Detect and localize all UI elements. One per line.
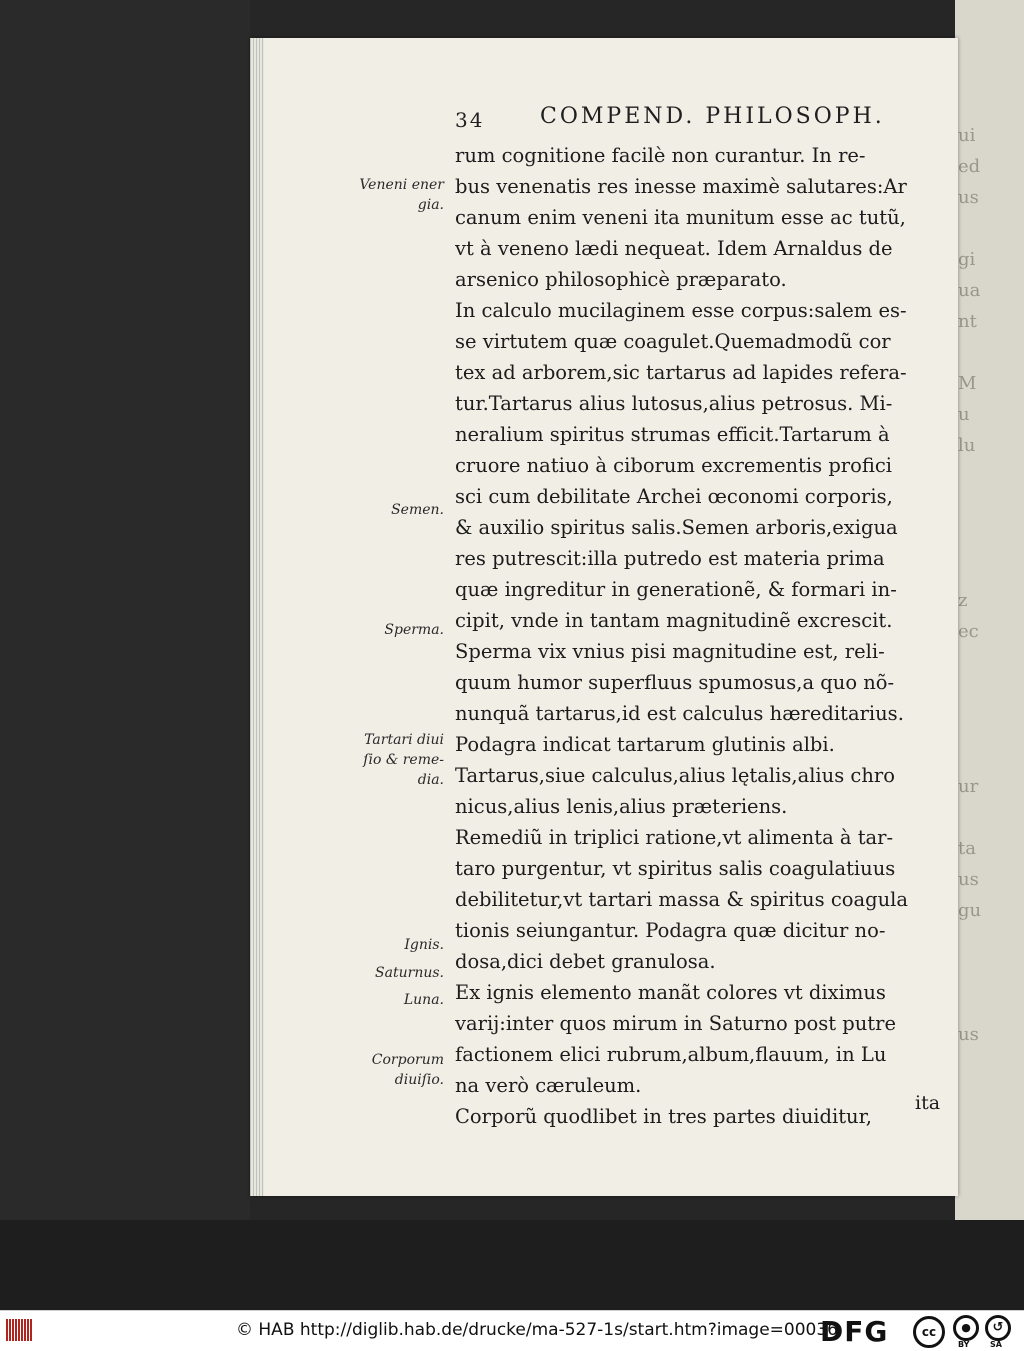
text-line: nunquã tartarus,id est calculus hæreditarius. (455, 702, 904, 725)
margin-note-line: Tartari diui (364, 732, 444, 748)
margin-note-ignis (404, 935, 444, 955)
text-line: In calculo mucilaginem esse corpus:salem es- (455, 299, 907, 322)
footer-credit-link[interactable]: © HAB http://diglib.hab.de/drucke/ma-527-1s/start.htm?image=00036 (236, 1320, 838, 1340)
by-label: BY (958, 1340, 970, 1349)
margin-note-line: Luna. (403, 992, 444, 1008)
running-title: COMPEND. PHILOSOPH. (540, 104, 885, 129)
text-line: rum cognitione facilè non curantur. In re- (455, 144, 866, 167)
margin-note-line: dia. (417, 772, 444, 788)
text-line: Tartarus,siue calculus,alius lętalis,alius chro (455, 764, 895, 787)
text-line: arsenico philosophicè præparato. (455, 268, 787, 291)
margin-note-line: Corporum (371, 1052, 444, 1068)
text-line: factionem elici rubrum,album,flauum, in Lu (455, 1043, 887, 1066)
text-line: tionis seiungantur. Podagra quæ dicitur no- (455, 919, 886, 942)
dfg-logo[interactable]: DFG (820, 1315, 889, 1348)
facing-page-text: ui ed us gi ua nt M u lu z ec ur ta us gu us (958, 125, 982, 1045)
text-line: vt à veneno lædi nequeat. Idem Arnaldus de (455, 237, 893, 260)
margin-note-sperma (384, 620, 444, 640)
text-line: Sperma vix vnius pisi magnitudine est, reli- (455, 640, 885, 663)
cc-icon: cc (913, 1316, 945, 1348)
text-line: sci cum debilitate Archei œconomi corporis, (455, 485, 893, 508)
text-line: Corporũ quodlibet in tres partes diuiditur, (455, 1105, 872, 1128)
text-line: quum humor superfluus spumosus,a quo nõ- (455, 671, 895, 694)
text-line: tex ad arborem,sic tartarus ad lapides refera- (455, 361, 907, 384)
sa-label: SA (990, 1340, 1002, 1349)
text-line: cipit, vnde in tantam magnitudinẽ excrescit. (455, 609, 893, 632)
hab-logo-icon[interactable] (6, 1319, 40, 1343)
page-number: 34 (455, 108, 485, 132)
text-line: Podagra indicat tartarum glutinis albi. (455, 733, 835, 756)
text-line: dosa,dici debet granulosa. (455, 950, 716, 973)
margin-note-line: Veneni ener (359, 177, 444, 193)
text-line: & auxilio spiritus salis.Semen arboris,exigua (455, 516, 898, 539)
person-icon: ● (953, 1315, 979, 1341)
margin-note-semen (391, 500, 444, 520)
margin-note-line: Semen. (391, 502, 444, 518)
footer-bar (0, 1310, 1024, 1351)
text-line: quæ ingreditur in generationẽ, & formari in- (455, 578, 897, 601)
body-text (455, 140, 955, 1132)
background-left (0, 0, 250, 1310)
margin-note-line: gia. (417, 197, 444, 213)
margin-note-luna (404, 990, 444, 1010)
cc-license-badge[interactable] (913, 1315, 1017, 1347)
text-line: taro purgentur, vt spiritus salis coagulatiuus (455, 857, 896, 880)
margin-note-line: Ignis. (404, 937, 444, 953)
catchword: ita (915, 1092, 941, 1114)
text-line: nicus,alius lenis,alius præteriens. (455, 795, 788, 818)
text-line: neralium spiritus strumas efficit.Tartarum à (455, 423, 890, 446)
margin-note-line: Saturnus. (375, 965, 444, 981)
background-bottom (0, 1220, 1024, 1310)
text-line: canum enim veneni ita munitum esse ac tutũ, (455, 206, 906, 229)
share-alike-icon: ↺ (985, 1315, 1011, 1341)
page-header (455, 104, 955, 140)
margin-note-corporum (372, 1050, 444, 1090)
margin-note-saturnus (375, 963, 444, 983)
text-line: varij:inter quos mirum in Saturno post putre (455, 1012, 896, 1035)
text-line: res putrescit:illa putredo est materia prima (455, 547, 885, 570)
text-line: bus venenatis res inesse maximè salutares:Ar (455, 175, 907, 198)
text-line: cruore natiuo à ciborum excrementis profici (455, 454, 893, 477)
text-line: Ex ignis elemento manãt colores vt diximus (455, 981, 886, 1004)
margin-note-line: ſio & reme- (363, 752, 444, 768)
text-line: Remediũ in triplici ratione,vt alimenta à tar- (455, 826, 894, 849)
text-line: na verò cæruleum. (455, 1074, 642, 1097)
margin-note-veneni (359, 175, 444, 215)
text-line: debilitetur,vt tartari massa & spiritus coagula (455, 888, 909, 911)
page-edge (250, 38, 264, 1196)
margin-note-line: diuiſio. (394, 1072, 444, 1088)
margin-note-line: Sperma. (384, 622, 444, 638)
text-line: tur.Tartarus alius lutosus,alius petrosus. Mi- (455, 392, 893, 415)
text-line: se virtutem quæ coagulet.Quemadmodũ cor (455, 330, 891, 353)
margin-note-tartari (363, 730, 444, 790)
